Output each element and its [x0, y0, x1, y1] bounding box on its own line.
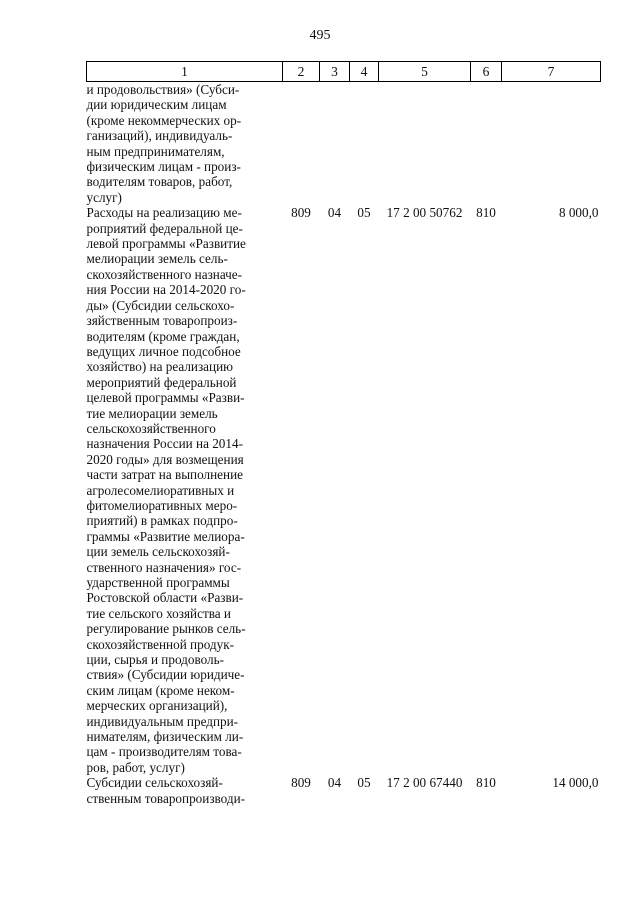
header-col-5: 5	[379, 62, 471, 82]
row-col-6: 810	[476, 205, 496, 221]
row-col-5: 17 2 00 50762	[386, 205, 463, 221]
header-col-3: 3	[320, 62, 350, 82]
header-row	[87, 62, 601, 82]
row-col-2: 809	[291, 775, 311, 791]
header-col-1: 1	[87, 62, 283, 82]
row-col-2	[283, 82, 320, 206]
table-row	[87, 205, 601, 775]
row-description	[87, 205, 283, 775]
header-col-6: 6	[471, 62, 502, 82]
row-col-4: 05	[357, 775, 371, 791]
row-col-7	[502, 82, 601, 206]
header-col-2: 2	[283, 62, 320, 82]
row-description	[87, 82, 283, 206]
row-col-5: 17 2 00 67440	[386, 775, 463, 791]
row-col-4	[350, 82, 379, 206]
row-description-text: Расходы на реализацию ме- роприятий федеральной це- левой программы «Развитие мелиорации земель сель- скохозяйственного назначе- ния России на 2014-2020 го- ды» (Субсидии сельскохо- зяйственным товаропроиз- водителям (кроме граждан, ведущих личное подсобное хозяйство) на реализацию мероприятий федеральной целевой программы «Разви- тие мелиорации земель сельскохозяйственного назначения России на 2014- 2020 годы» для возмещения части затрат на выполнение агролесомелиоративных и фитомелиоративных меро- приятий) в рамках подпро- граммы «Развитие мелиора- ции земель сельскохозяй- ственного назначения» гос- ударственной программы Ростовской области «Разви- тие сельского хозяйства и регулирование рынков сель- скохозяйственной продук- ции, сырья и продоволь- ствия» (Субсидии юридиче- ским лицам (кроме неком- мерческих организаций), индивидуальным предпри- нимателям, физическим ли- цам - производителям това- ров, работ, услуг)	[86, 205, 246, 775]
row-col-3: 04	[327, 775, 342, 791]
row-col-4: 05	[357, 205, 371, 221]
row-col-3: 04	[327, 205, 342, 221]
row-description	[87, 775, 283, 806]
row-col-7: 8 000,0	[558, 205, 599, 221]
row-description-text: и продовольствия» (Субси- дии юридическим лицам (кроме некоммерческих ор- ганизаций), индивидуаль- ным предпринимателям, физическим лицам - произ- водителям товаров, работ, услуг)	[86, 82, 242, 205]
row-description-text: Субсидии сельскохозяй- ственным товаропроизводи-	[86, 775, 246, 806]
table-row	[87, 775, 601, 806]
header-col-4: 4	[350, 62, 379, 82]
row-col-6	[471, 82, 502, 206]
table-body	[87, 82, 601, 807]
budget-table	[86, 61, 601, 806]
row-col-5	[379, 82, 471, 206]
header-col-7: 7	[502, 62, 601, 82]
row-col-7: 14 000,0	[552, 775, 599, 791]
table-header	[87, 62, 601, 82]
row-col-6: 810	[476, 775, 496, 791]
row-col-3	[320, 82, 350, 206]
table-row	[87, 82, 601, 206]
page-number: 495	[309, 28, 331, 43]
row-col-2: 809	[291, 205, 311, 221]
